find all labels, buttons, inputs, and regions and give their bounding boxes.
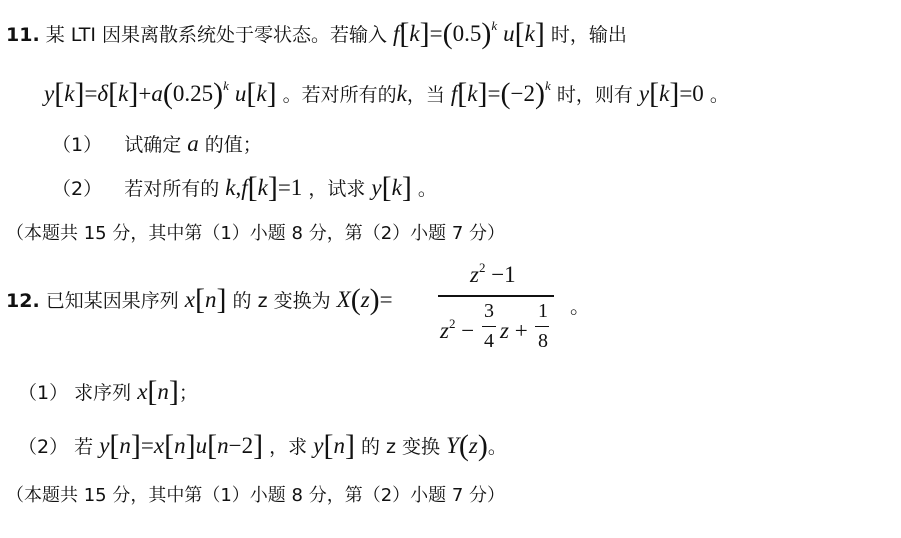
q11-part1-text-a: 试确定 <box>124 134 182 156</box>
q11-score: （本题共 15 分，其中第（1）小题 8 分，第（2）小题 7 分） <box>6 223 506 244</box>
q12-score: （本题共 15 分，其中第（1）小题 8 分，第（2）小题 7 分） <box>6 485 506 506</box>
q12-part2-text-b: ，求 <box>269 436 308 458</box>
q11-line1: 11. 某 LTI 因果离散系统处于零状态。若输入 $f[k]=(0.5)^k$ u[k] 时，输出 <box>6 17 627 50</box>
q12-part1: （1） 求序列 x[n]； <box>18 375 198 408</box>
q11-line2-text: 。若对所有的 <box>282 84 397 106</box>
q11-part1: （1） 试确定 a 的值； <box>52 131 262 156</box>
q11-part1-text-b: 的值； <box>204 134 262 156</box>
q12-number: 12. <box>6 290 40 312</box>
q11-line1-when-output: 时，输出 <box>550 24 627 46</box>
math-f-input2: f <box>450 81 458 106</box>
q12-part2-text-c: 的 z 变换 <box>360 436 441 458</box>
q12-part1-num: （1） <box>18 382 69 404</box>
q11-part2: （2） 若对所有的 k,f[k]=1 ，试求 y[k] 。 <box>52 171 437 204</box>
q12-intro: 已知某因果序列 <box>45 290 179 312</box>
q11-number: 11. <box>6 24 40 46</box>
q11-part2-text-b: ，试求 <box>308 178 366 200</box>
q12-part2-text-a: 若 <box>74 436 94 458</box>
math-y-of-k: y <box>44 81 55 106</box>
q11-line1-text: 某 LTI 因果离散系统处于零状态。若输入 <box>45 24 387 46</box>
q11-line2: $y[k]=\delta[k]+a(0.25)^k$ u[k] 。若对所有的k，当 $f[k]=(-2)^k$ 时，则有 y[k]=0 。 <box>44 77 729 110</box>
q11-part2-num: （2） <box>52 178 103 200</box>
math-f-of-k: f <box>393 21 400 46</box>
q12-part2-num: （2） <box>18 436 69 458</box>
q11-part1-num: （1） <box>52 134 103 156</box>
q12-line1: 12. 已知某因果序列 x[n] 的 z 变换为 X(z)= <box>6 283 393 316</box>
q11-part2-text-a: 若对所有的 <box>124 178 220 200</box>
q12-part1-text: 求序列 <box>74 382 132 404</box>
q12-part2: （2） 若 y[n]=x[n]u[n−2] ，求 y[n] 的 z 变换 Y(z)。 <box>18 429 507 462</box>
q11-line2-when: 时，则有 <box>556 84 633 106</box>
q12-intro-b: 的 z 变换为 <box>232 290 331 312</box>
